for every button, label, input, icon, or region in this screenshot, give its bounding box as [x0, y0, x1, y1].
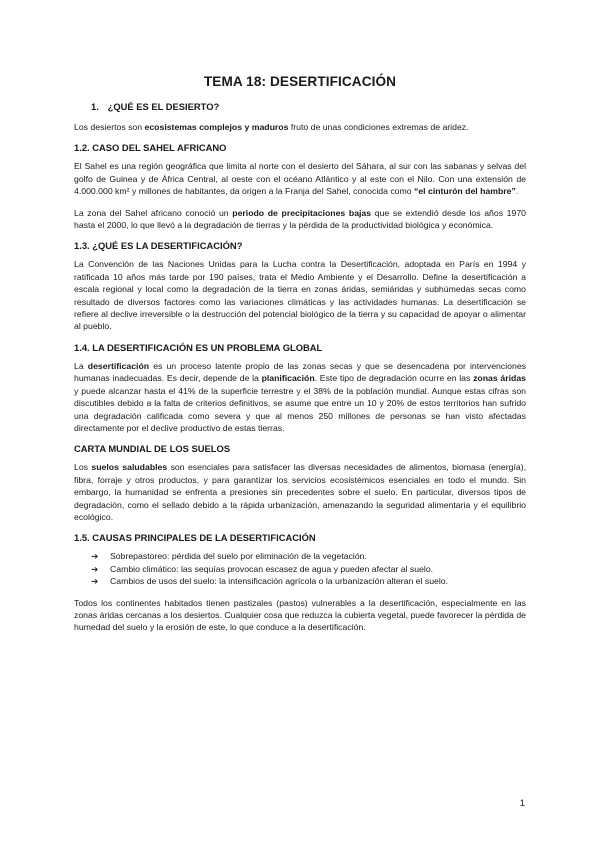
bold-text: desertificación — [87, 360, 150, 371]
list-item-text: Cambios de usos del suelo: la intensificación agrícola o la urbanización alteran el suelo. — [110, 576, 449, 587]
causes-list — [74, 550, 526, 587]
bold-text: zonas áridas — [473, 373, 526, 384]
paragraph-problema-global — [74, 360, 526, 434]
text-run: Los — [74, 462, 92, 473]
text-run: es un proceso latente propio de las zonas secas y que se desencadena por intervenciones humanas inadecuadas. Es decir, depende de la — [74, 360, 526, 384]
section-heading-1-4: 1.4. LA DESERTIFICACIÓN ES UN PROBLEMA GLOBAL — [74, 341, 323, 353]
list-item-text: Sobrepastoreo: pérdida del suelo por eliminación de la vegetación. — [110, 551, 367, 562]
paragraph-suelos — [74, 461, 526, 523]
section-heading-carta: CARTA MUNDIAL DE LOS SUELOS — [74, 443, 231, 455]
arrow-bullet-icon: ➔ — [91, 563, 99, 574]
list-item — [91, 563, 526, 575]
bold-text: ecosistemas complejos y maduros — [144, 122, 289, 132]
text-run: y puede alcanzar hasta el 41% de la superficie terrestre y el 38% de la población mundial. Aunque estas cifras son discutibles debido a la falta de criterios definitivos, se asume que entre un 10 y 20% de estos territorios han sufrido una degradación calificada como severa y que al menos 250 millones de personas se han visto afectadas directamente por el declive productivo de estas tierras. — [74, 385, 526, 433]
section-title: ¿QUÉ ES EL DESIERTO? — [107, 101, 220, 112]
text-run: fruto de unas condiciones extremas de aridez. — [288, 122, 469, 132]
paragraph-pastizales: Todos los continentes habitados tienen pastizales (pastos) vulnerables a la desertificación, especialmente en las zonas áridas cercanas a los desiertos. Cualquier cosa que reduzca la cubierta vegetal, puede favorecer la pérdida de humedad del suelo y la erosión de este, lo que conduce a la desertificación. — [74, 597, 526, 633]
paragraph-sahel-2 — [74, 207, 526, 232]
bold-text: suelos saludables — [91, 462, 168, 473]
paragraph-desertificacion-def: La Convención de las Naciones Unidas para la Lucha contra la Desertificación, adoptada en París en 1994 y ratificada 10 años más tarde por 190 países, trata el Medio Ambiente y el Desarrollo. Define la desertificación a escala regional y local como la degradación de la tierra en zonas áridas, semiáridas y subhúmedas secas como resultado de diversos factores como las variaciones climáticas y las actividades humanas. La desertificación se refiere al declive irreversible o la destrucción del potencial biológico de la tierra y su capacidad de apoyar o alimentar al pueblo. — [74, 259, 526, 332]
page-content — [74, 74, 526, 643]
section-heading-1 — [91, 101, 526, 112]
bold-text: “el cinturón del hambre” — [413, 186, 516, 197]
section-heading-1-5: 1.5. CAUSAS PRINCIPALES DE LA DESERTIFICACIÓN — [74, 532, 316, 544]
page-number: 1 — [519, 798, 525, 809]
text-run: que se extendió desde los años 1970 hasta el 2000, lo que llevó a la degradación de tierras y la pérdida de la productividad biológica y económica. — [74, 207, 526, 231]
paragraph-sahel-1 — [74, 160, 526, 197]
text-run: . — [515, 186, 519, 197]
text-run: . Este tipo de degradación ocurre en las — [314, 373, 474, 384]
text-run: Los desiertos son — [74, 122, 145, 132]
section-heading-1-3: 1.3. ¿QUÉ ES LA DESERTIFICACIÓN? — [74, 240, 243, 252]
bold-text: planificación — [261, 373, 315, 384]
arrow-bullet-icon: ➔ — [91, 551, 99, 562]
text-run: son esenciales para satisfacer las diversas necesidades de alimentos, biomasa (energía), fibra, forraje y otros productos, y para garantizar los servicios ecosistémicos esenciales en todo el mundo. Sin embargo, la humanidad se enfrenta a presiones sin precedentes sobre el suelo. En particular, diversos tipos de degradación, como el sellado debido a la rápida urbanización, amenazando la seguridad alimentaria y el equilibrio ecológico. — [74, 462, 526, 522]
arrow-bullet-icon: ➔ — [91, 576, 99, 587]
page-title: TEMA 18: DESERTIFICACIÓN — [203, 74, 397, 89]
paragraph-desiertos — [74, 121, 526, 133]
text-run: La zona del Sahel africano conoció un — [74, 207, 233, 218]
text-run: El Sahel es una región geográfica que limita al norte con el desierto del Sáhara, al sur con las sabanas y selvas del golfo de Guinea y de África Central, al oeste con el océano Atlántico y al este con el Nilo. Con una extensión de 4.000.000 km² y millones de habitantes, da origen a la Franja del Sahel, conocida como — [74, 161, 526, 197]
bold-text: periodo de precipitaciones bajas — [232, 207, 372, 218]
list-item — [91, 550, 526, 562]
list-item-text: Cambio climático: las sequías provocan escasez de agua y pueden afectar al suelo. — [110, 563, 434, 574]
text-run: La — [74, 360, 88, 371]
list-item — [91, 575, 526, 587]
section-heading-1-2: 1.2. CASO DEL SAHEL AFRICANO — [74, 142, 227, 154]
section-number: 1. — [91, 101, 99, 112]
